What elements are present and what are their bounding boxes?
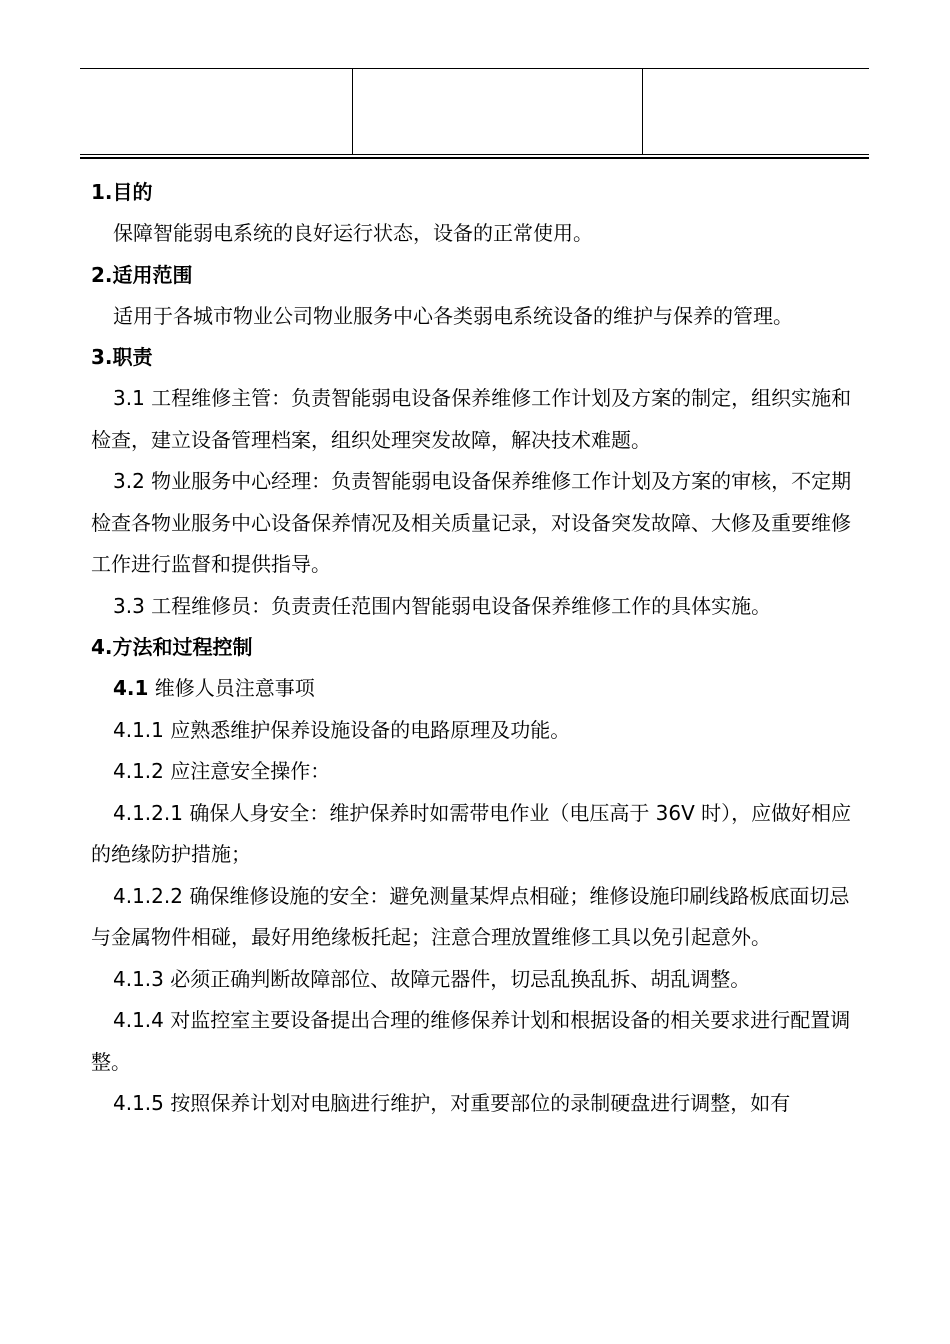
document-body <box>91 172 861 1125</box>
header-cell-1 <box>80 69 352 155</box>
paragraph: 4.1.4 对监控室主要设备提出合理的维修保养计划和根据设备的相关要求进行配置调整。 <box>91 1008 851 1074</box>
subsection-number: 4.1 <box>113 676 149 700</box>
section-heading-methods: 4.方法和过程控制 <box>91 635 253 659</box>
paragraph: 4.1.3 必须正确判断故障部位、故障元器件，切忌乱换乱拆、胡乱调整。 <box>113 966 751 991</box>
subsection-title: 维修人员注意事项 <box>148 676 315 700</box>
paragraph: 4.1.2.1 确保人身安全：维护保养时如需带电作业（电压高于 36V 时），应做好相应的绝缘防护措施； <box>91 800 852 866</box>
section-heading-scope: 2.适用范围 <box>91 262 193 287</box>
subsection-heading <box>91 668 861 710</box>
paragraph: 4.1.5 按照保养计划对电脑进行维护，对重要部位的录制硬盘进行调整，如有 <box>113 1091 791 1115</box>
header-rule-thin <box>80 154 869 155</box>
paragraph: 保障智能弱电系统的良好运行状态，设备的正常使用。 <box>113 221 593 245</box>
paragraph: 4.1.2 应注意安全操作： <box>113 759 331 783</box>
section-heading-purpose: 1.目的 <box>91 180 153 204</box>
header-cell-3 <box>643 69 869 155</box>
paragraph: 3.1 工程维修主管：负责智能弱电设备保养维修工作计划及方案的制定，组织实施和检查，建立设备管理档案，组织处理突发故障，解决技术难题。 <box>91 386 852 452</box>
paragraph: 适用于各城市物业公司物业服务中心各类弱电系统设备的维护与保养的管理。 <box>113 303 793 328</box>
paragraph: 3.3 工程维修员：负责责任范围内智能弱电设备保养维修工作的具体实施。 <box>113 593 772 618</box>
paragraph: 4.1.2.2 确保维修设施的安全：避免测量某焊点相碰；维修设施印刷线路板底面切忌与金属物件相碰，最好用绝缘板托起；注意合理放置维修工具以免引起意外。 <box>91 883 850 949</box>
header-rule-thick <box>80 157 869 159</box>
header-cell-2 <box>353 69 642 155</box>
header-table <box>80 68 869 154</box>
section-heading-responsibilities: 3.职责 <box>91 345 153 369</box>
paragraph: 3.2 物业服务中心经理：负责智能弱电设备保养维修工作计划及方案的审核，不定期检查各物业服务中心设备保养情况及相关质量记录，对设备突发故障、大修及重要维修工作进行监督和提供指导。 <box>91 469 852 576</box>
paragraph: 4.1.1 应熟悉维护保养设施设备的电路原理及功能。 <box>113 717 571 742</box>
